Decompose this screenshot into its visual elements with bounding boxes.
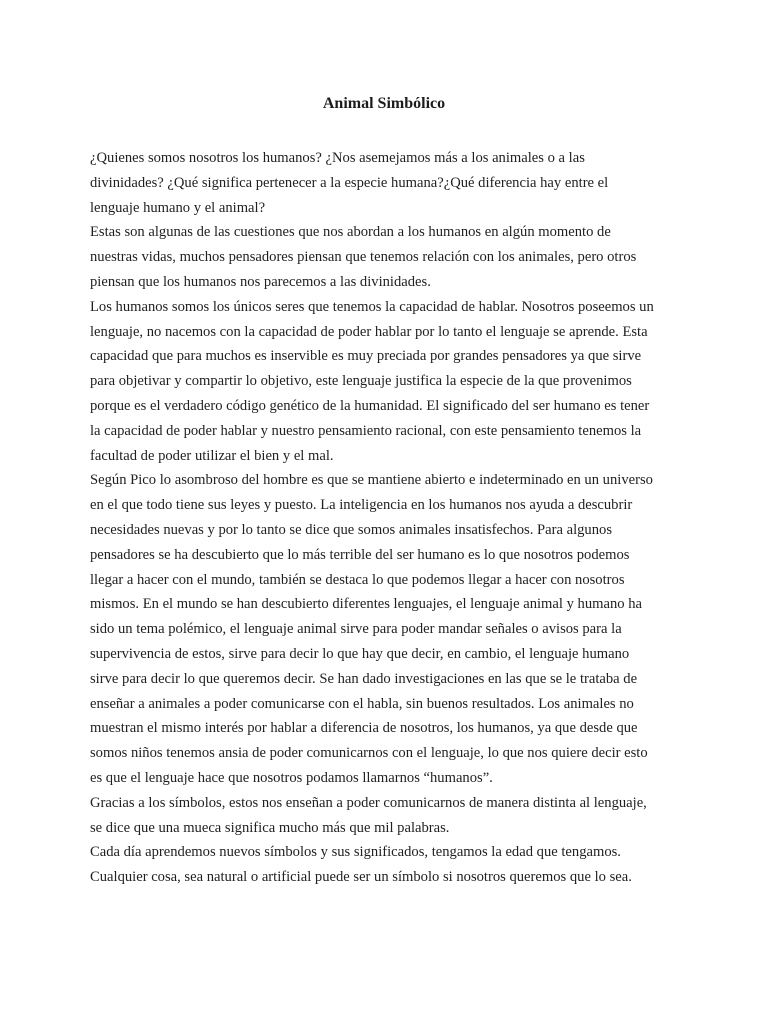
text-line: llegar a hacer con el mundo, también se destaca lo que podemos llegar a hacer con nosotros <box>90 571 625 588</box>
text-line: enseñar a animales a poder comunicarse con el habla, sin buenos resultados. Los animales no <box>90 695 634 712</box>
text-line: se dice que una mueca significa mucho más que mil palabras. <box>90 819 450 836</box>
text-line: mismos. En el mundo se han descubierto diferentes lenguajes, el lenguaje animal y humano ha <box>90 596 642 613</box>
text-line: somos niños tenemos ansia de poder comunicarnos con el lenguaje, lo que nos quiere decir esto <box>90 745 648 762</box>
text-line: sirve para decir lo que queremos decir. Se han dado investigaciones en las que se le trataba de <box>90 670 638 687</box>
text-line: ¿Quienes somos nosotros los humanos? ¿Nos asemejamos más a los animales o a las <box>90 150 585 166</box>
text-line: Según Pico lo asombroso del hombre es que se mantiene abierto e indeterminado en un universo <box>90 472 653 489</box>
text-line: Cualquier cosa, sea natural o artificial puede ser un símbolo si nosotros queremos que lo sea. <box>90 869 632 886</box>
text-line: la capacidad de poder hablar y nuestro pensamiento racional, con este pensamiento tenemos la <box>90 422 642 439</box>
text-line: es que el lenguaje hace que nosotros podamos llamarnos “humanos”. <box>90 769 493 786</box>
text-line: pensadores se ha descubierto que lo más terrible del ser humano es lo que nosotros podemos <box>90 546 630 563</box>
text-line: divinidades? ¿Qué significa pertenecer a la especie humana?¿Qué diferencia hay entre el <box>90 174 609 191</box>
text-line: necesidades nuevas y por lo tanto se dice que somos animales insatisfechos. Para algunos <box>90 521 612 538</box>
text-line: Los humanos somos los únicos seres que tenemos la capacidad de hablar. Nosotros poseemos un <box>90 298 654 315</box>
text-line: capacidad que para muchos es inservible es muy preciada por grandes pensadores ya que sirve <box>90 348 642 365</box>
text-line: en el que todo tiene sus leyes y puesto. La inteligencia en los humanos nos ayuda a descubrir <box>90 497 633 514</box>
text-line: supervivencia de estos, sirve para decir lo que hay que decir, en cambio, el lenguaje humano <box>90 645 630 662</box>
text-line: lenguaje humano y el animal? <box>90 199 266 216</box>
text-line: Gracias a los símbolos, estos nos enseñan a poder comunicarnos de manera distinta al lenguaje, <box>90 794 647 811</box>
text-line: piensan que los humanos nos parecemos a las divinidades. <box>90 273 431 290</box>
document-body <box>90 146 680 890</box>
text-line: Cada día aprendemos nuevos símbolos y sus significados, tengamos la edad que tengamos. <box>90 844 621 861</box>
text-line: para objetivar y compartir lo objetivo, este lenguaje justifica la especie de la que provenimos <box>90 373 632 390</box>
text-line: porque es el verdadero código genético de la humanidad. El significado del ser humano es tener <box>90 397 650 414</box>
text-line: Estas son algunas de las cuestiones que nos abordan a los humanos en algún momento de <box>90 224 611 241</box>
document-title: Animal Simbólico <box>322 95 446 112</box>
text-line: lenguaje, no nacemos con la capacidad de poder hablar por lo tanto el lenguaje se aprende. Esta <box>90 323 648 340</box>
text-line: nuestras vidas, muchos pensadores piensan que tenemos relación con los animales, pero otros <box>90 249 637 266</box>
text-line: facultad de poder utilizar el bien y el mal. <box>90 447 334 464</box>
text-line: sido un tema polémico, el lenguaje animal sirve para poder mandar señales o avisos para la <box>90 621 622 638</box>
text-line: muestran el mismo interés por hablar a diferencia de nosotros, los humanos, ya que desde que <box>90 720 638 737</box>
